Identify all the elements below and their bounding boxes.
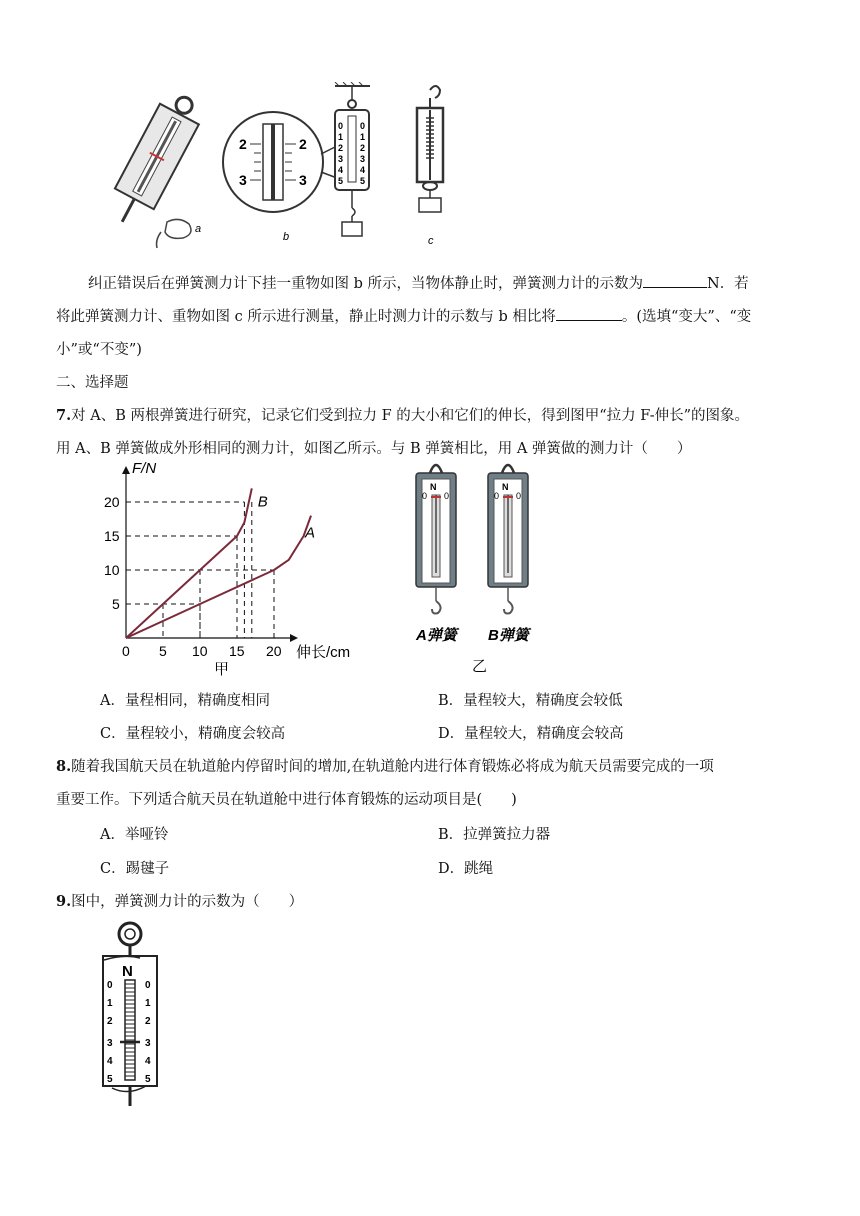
b-left-5: 5 [338,176,344,186]
b-right-5: 5 [360,176,366,186]
b-left-4: 4 [338,165,344,175]
label-b: b [283,231,290,243]
q8-line-1 [56,755,714,776]
meter-a-zero-left: 0 [422,491,428,501]
x-tick-10: 10 [192,643,208,659]
figure-a-tilted-scale [103,88,208,232]
meter-b-zero-left: 0 [494,491,500,501]
mag-right-3: 3 [299,172,307,188]
meter-a-caption: A弹簧 [416,627,457,644]
x-tick-15: 15 [229,643,245,659]
b-left-0: 0 [338,121,344,131]
b-right-0: 0 [360,121,366,131]
meter-a [416,465,456,614]
q7-option-b[interactable]: B．量程较大，精确度会较低 [438,693,623,709]
label-a: a [195,223,202,235]
meter-b-caption: B弹簧 [488,627,529,644]
q8-option-b[interactable]: B．拉弹簧拉力器 [438,827,551,843]
q9-right-1: 1 [145,998,151,1009]
q6-text-1b: N．若 [707,276,749,292]
q7-line-1 [56,404,749,425]
series-line-B [126,488,252,638]
b-right-1: 1 [360,132,366,142]
q9-unit: N [122,963,133,980]
y-tick-10: 10 [104,562,120,578]
q9-left-0: 0 [107,980,113,991]
q9-left-3: 3 [107,1038,113,1049]
figure-spring-scales-abc [95,82,465,252]
q7-option-a[interactable]: A．量程相同，精确度相同 [100,693,270,709]
q9-right-0: 0 [145,980,151,991]
q9-left-1: 1 [107,998,113,1009]
meter-a-unit: N [430,482,437,492]
meter-b [488,465,528,614]
q7-number: 7. [56,407,72,424]
q7-text-1: 对 A、B 两根弹簧进行研究，记录它们受到拉力 F 的大小和它们的伸长，得到图甲“拉力 F-伸长”的图象。 [71,408,750,424]
x-tick-5: 5 [159,643,167,659]
q8-line-2: 重要工作。下列适合航天员在轨道舱中进行体育锻炼的运动项目是( ) [56,792,517,808]
y-axis-label: F/N [132,460,157,477]
answer-blank-2[interactable] [556,306,622,321]
label-c: c [428,235,434,247]
q7-option-c[interactable]: C．量程较小，精确度会较高 [100,726,286,742]
mag-left-3: 3 [239,172,247,188]
q8-option-a[interactable]: A．举哑铃 [100,827,169,843]
b-left-1: 1 [338,132,344,142]
q9-right-5: 5 [145,1074,151,1085]
fig-jia-caption: 甲 [214,661,230,678]
x-tick-20: 20 [266,643,282,659]
q6-text-2a: 将此弹簧测力计、重物如图 c 所示进行测量，静止时测力计的示数与 b 相比将 [56,309,556,325]
q6-text-2b: 。(选填“变大”、“变 [621,309,752,325]
section-title: 二、选择题 [56,375,129,391]
b-left-3: 3 [338,154,344,164]
y-tick-15: 15 [104,528,120,544]
meter-a-zero-right: 0 [444,491,450,501]
q9-left-5: 5 [107,1074,113,1085]
q6-text-1a: 纠正错误后在弹簧测力计下挂一重物如图 b 所示，当物体静止时，弹簧测力计的示数为 [88,276,643,292]
b-right-3: 3 [360,154,366,164]
q9-right-4: 4 [145,1056,151,1067]
series-line-A [126,516,311,638]
q7-line-2: 用 A、B 弹簧做成外形相同的测力计，如图乙所示。与 B 弹簧相比，用 A 弹簧做的测力计（ ） [56,441,692,457]
x-tick-0: 0 [122,643,130,659]
chart-force-extension [100,458,370,680]
q9-number: 9. [56,893,72,910]
y-tick-5: 5 [112,596,120,612]
x-axis-label: 伸长/cm [296,644,351,661]
q9-right-3: 3 [145,1038,151,1049]
x-axis-arrow [290,634,298,642]
figure-q9-spring-scale [98,920,168,1110]
q6-line-1 [88,272,749,293]
b-right-2: 2 [360,143,366,153]
y-axis-arrow [122,466,130,474]
q8-number: 8. [56,758,72,775]
mag-right-2: 2 [299,136,307,152]
q8-option-d[interactable]: D．跳绳 [438,861,494,877]
y-tick-20: 20 [104,494,120,510]
meter-b-unit: N [502,482,509,492]
fig-yi-caption: 乙 [472,658,488,675]
mag-left-2: 2 [239,136,247,152]
answer-blank-1[interactable] [643,273,707,288]
q7-option-d[interactable]: D．量程较大，精确度会较高 [438,726,624,742]
q9-left-4: 4 [107,1056,113,1067]
b-left-2: 2 [338,143,344,153]
q8-text-1: 随着我国航天员在轨道舱内停留时间的增加,在轨道舱内进行体育锻炼必将成为航天员需要完成的一项 [71,759,714,775]
q9-left-2: 2 [107,1016,113,1027]
series-label-B: B [257,493,268,511]
q6-line-2 [56,305,751,326]
b-right-4: 4 [360,165,366,175]
q9-line-1 [56,890,303,911]
q9-right-2: 2 [145,1016,151,1027]
q9-text-1: 图中，弹簧测力计的示数为（ ） [71,894,304,910]
figure-two-spring-meters [408,455,558,680]
q6-line-3: 小”或“不变”) [56,342,142,358]
series-label-A: A [305,524,316,542]
q8-option-c[interactable]: C．踢毽子 [100,861,170,877]
meter-b-zero-right: 0 [516,491,522,501]
